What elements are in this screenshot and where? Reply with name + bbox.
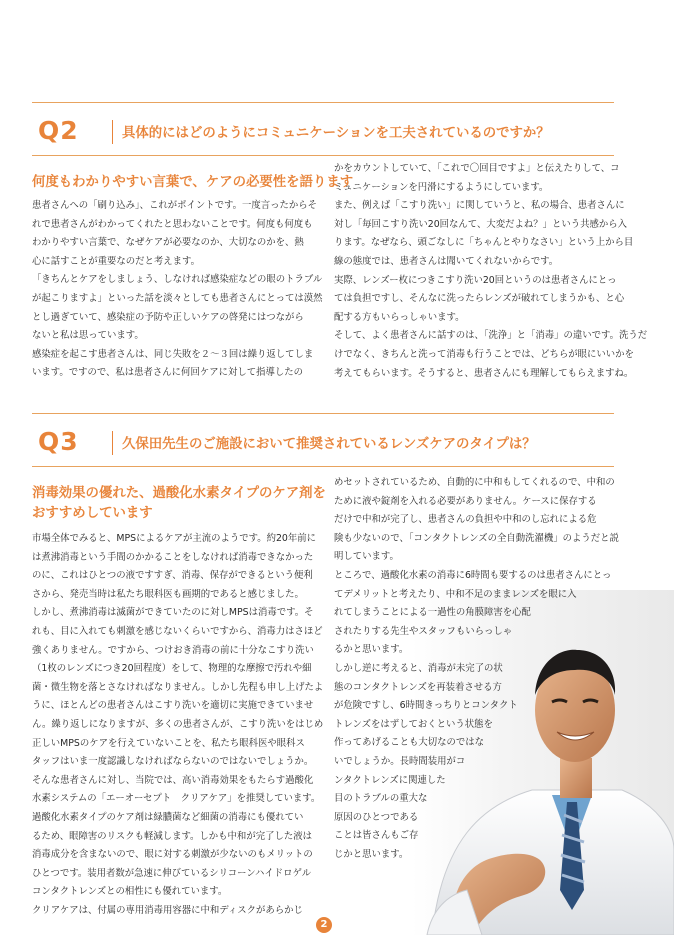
text-line: されたりする先生やスタッフもいらっしゃ (334, 625, 513, 637)
text-line: 患者さんへの「刷り込み」、これがポイントです。一度言ったからそ (32, 200, 317, 211)
text-line: ないと私は思っています。 (32, 330, 144, 342)
q3-number: Q3 (38, 427, 79, 456)
text-line: れで患者さんがわかってくれたと思わないことです。何度も何度も (32, 218, 313, 230)
text-line: 「きちんとケアをしましょう、しなければ感染症などの眼のトラブル (32, 274, 323, 286)
text-line: 強くありません。ですから、つけおき消毒の前に十分なこすり洗い (32, 644, 314, 656)
text-line: 市場全体でみると、MPSによるケアが主流のようです。約20年前に (32, 533, 316, 544)
text-line: 原因のひとつである (334, 811, 419, 823)
text-line: 水素システムの「エーオーセプト クリアケア」を推奨しています。 (32, 793, 321, 805)
q3-subheading-line1: 消毒効果の優れた、過酸化水素タイプのケア剤を (32, 486, 326, 501)
text-line: のに、これはひとつの液ですすぎ、消毒、保存ができるという便利 (32, 570, 313, 582)
q3-bottom-rule (32, 466, 614, 467)
text-line: 険も少ないので、「コンタクトレンズの全自動洗濯機」のようだと説 (334, 532, 619, 544)
text-line: るかと思います。 (334, 644, 409, 656)
text-line: ところで、過酸化水素の消毒に6時間も要するのは患者さんにとっ (334, 569, 612, 581)
q3-subheading-line2: おすすめしています (32, 506, 153, 521)
text-line: 考えてもらいます。そうすると、患者さんにも理解してもらえますね。 (334, 367, 634, 379)
text-line: 態のコンタクトレンズを再装着させる方 (334, 681, 502, 693)
q2-title: 具体的にはどのようにコミュニケーションを工夫されているのですか？ (122, 126, 550, 141)
q2-right-column (334, 160, 647, 383)
text-line: ひとつです。装用者数が急速に伸びているシリコーンハイドロゲル (32, 867, 312, 879)
text-line: 対し「毎回こすり洗い20回なんて、大変だよね？」という共感から入 (334, 218, 627, 230)
q3-divider (112, 431, 113, 455)
text-line: めセットされているため、自動的に中和もしてくれるので、中和の (334, 477, 615, 488)
text-line: ん。繰り返しになりますが、多くの患者さんが、こすり洗いをはじめ (32, 718, 324, 730)
text-line: トレンズをはずしておくという状態を (334, 718, 493, 730)
text-line: かをカウントしていて、「これで〇回目ですよ」と伝えたりして、コ (334, 163, 620, 174)
q3-top-rule (32, 413, 614, 414)
text-line: クリアケアは、付属の専用消毒用容器に中和ディスクがあらかじ (32, 904, 303, 916)
text-line: 配する方もいらっしゃいます。 (334, 311, 465, 323)
text-line: 明しています。 (334, 551, 399, 563)
text-line: また、例えば「こすり洗い」に関していうと、私の場合、患者さんに (334, 200, 625, 212)
text-line: てデメリットと考えたり、中和不足のままレンズを眼に入 (334, 588, 577, 600)
text-line: ては負担ですし、そんなに洗ったらレンズが破れてしまうかも、と心 (334, 293, 625, 305)
text-line: れてしまうことによる一過性の角膜障害を心配 (334, 607, 531, 619)
q2-heading (32, 116, 632, 146)
text-line: 消毒成分を含まないので、眼に対する刺激が少ないのもメリットの (32, 849, 313, 861)
text-line: そんな患者さんに対し、当院では、高い消毒効果をもたらす過酸化 (32, 774, 314, 786)
text-line: （1枚のレンズにつき20回程度）をして、物理的な摩擦で汚れや細 (32, 663, 312, 675)
text-line: れも、目に入れても刺激を感じないくらいですから、消毒力はさほど (32, 625, 323, 637)
q2-bottom-rule (32, 155, 614, 156)
q3-heading (32, 427, 632, 457)
q3-left-column (32, 530, 323, 920)
text-line: 心に話すことが重要なのだと考えます。 (32, 255, 201, 267)
text-line: 感染症を起こす患者さんは、同じ失敗を２～３回は繰り返してしま (32, 348, 314, 360)
text-line: るため、眼障害のリスクも軽減します。しかも中和が完了した液は (32, 830, 312, 842)
text-line: ことは皆さんもご存 (334, 830, 419, 842)
text-line: ンタクトレンズに関連した (334, 774, 446, 786)
text-line: 実際、レンズー枚につきこすり洗い20回というのは患者さんにとっ (334, 274, 617, 286)
text-line: 作ってあげることも大切なのではな (334, 737, 485, 749)
text-line: うに、ほとんどの患者さんはこすり洗いを適切に実施できていませ (32, 700, 314, 712)
text-line: コンタクトレンズとの相性にも優れています。 (32, 886, 228, 898)
text-line: だけで中和が完了し、患者さんの負担や中和のし忘れによる危 (334, 514, 597, 526)
q3-subheading (32, 484, 326, 524)
q2-number: Q2 (38, 116, 79, 145)
text-line: います。ですので、私は患者さんに何回ケアに対して指導したの (32, 367, 303, 379)
text-line: 目のトラブルの重大な (334, 793, 428, 805)
page-number: 2 (316, 917, 332, 933)
text-line: ミュニケーションを円滑にするようにしています。 (334, 181, 549, 193)
text-line: タッフはいま一度認識しなければならないのではないでしょうか。 (32, 756, 314, 768)
q3-title: 久保田先生のご施設において推奨されているレンズケアのタイプは？ (122, 437, 536, 452)
q3-right-column (334, 474, 619, 864)
text-line: しかし、煮沸消毒は滅菌ができていたのに対しMPSは消毒です。そ (32, 607, 314, 619)
text-line: 正しいMPSのケアを行えていないことを、私たち眼科医や眼科ス (32, 737, 305, 749)
text-line: けでなく、きちんと洗って消毒も行うことでは、どちらが眼にいいかを (334, 348, 634, 360)
text-line: 線の態度では、患者さんは聞いてくれないからです。 (334, 255, 559, 267)
text-line: は煮沸消毒という手間のかかることをしなければ消毒できなかった (32, 551, 314, 563)
text-line: が危険ですし、6時間きっちりとコンタクト (334, 700, 518, 712)
text-line: とし過ぎていて、感染症の予防や正しいケアの啓発にはつながら (32, 311, 304, 323)
q2-divider (112, 120, 113, 144)
q2-subheading: 何度もわかりやすい言葉で、ケアの必要性を語ります (32, 175, 354, 190)
text-line: 菌・微生物を落とさなければなりません。しかし先程も申し上げたよ (32, 681, 324, 693)
text-line: じかと思います。 (334, 848, 409, 860)
text-line: そして、よく患者さんに話すのは、「洗浄」と「消毒」の違いです。洗うだ (334, 330, 648, 342)
text-line: わかりやすい言葉で、なぜケアが必要なのか、大切なのかを、熱 (32, 237, 304, 249)
q2-left-column (32, 197, 322, 383)
text-line: 過酸化水素タイプのケア剤は緑膿菌など細菌の消毒にも優れてい (32, 811, 304, 823)
text-line: さから、発売当時は私たち眼科医も画期的であると感じました。 (32, 588, 304, 600)
text-line: いでしょうか。長時間装用がコ (334, 755, 466, 767)
text-line: が起こりますよ」といった話を淡々としても患者さんにとっては漠然 (32, 292, 323, 304)
q2-top-rule (32, 102, 614, 103)
text-line: ります。なぜなら、頭ごなしに「ちゃんとやりなさい」という上から目 (334, 237, 634, 249)
text-line: ために液や錠剤を入れる必要がありません。ケースに保存する (334, 495, 597, 507)
text-line: しかし逆に考えると、消毒が未完了の状 (334, 662, 503, 674)
